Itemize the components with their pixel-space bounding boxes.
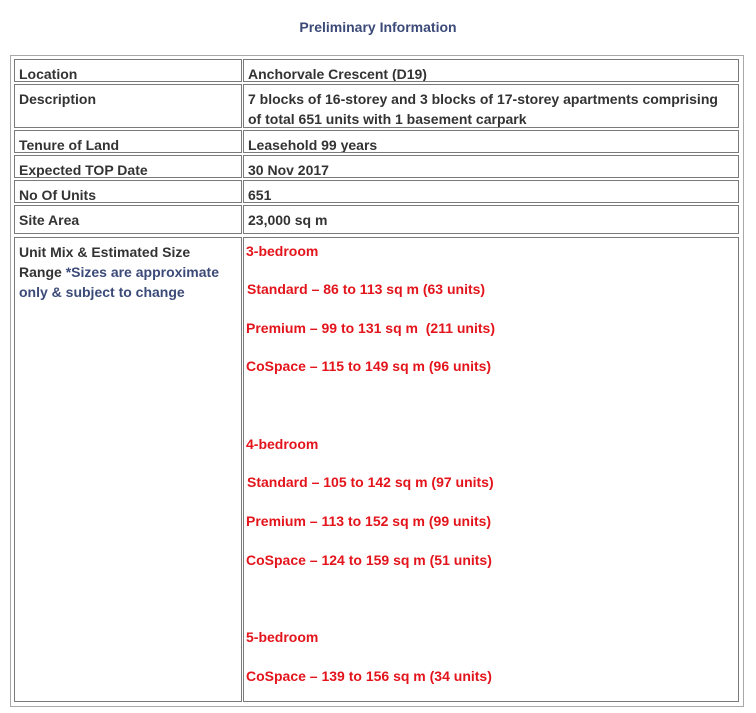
- label-units: No Of Units: [14, 180, 242, 203]
- value-site-area: 23,000 sq m: [243, 205, 739, 234]
- value-unit-mix: [243, 237, 739, 702]
- info-table: [10, 55, 744, 707]
- value-location: Anchorvale Crescent (D19): [243, 59, 739, 82]
- unit-line: CoSpace – 139 to 156 sq m (34 units): [246, 668, 492, 684]
- heading-3-bedroom: 3-bedroom: [246, 243, 319, 259]
- heading-5-bedroom: 5-bedroom: [246, 629, 319, 645]
- unit-line: Premium – 99 to 131 sq m (211 units): [246, 320, 495, 336]
- label-top-date: Expected TOP Date: [14, 155, 242, 178]
- unit-line: CoSpace – 124 to 159 sq m (51 units): [246, 552, 492, 568]
- unit-line: Standard – 86 to 113 sq m (63 units): [247, 281, 486, 297]
- label-description: Description: [14, 84, 242, 128]
- unit-mix-label: Unit Mix & Estimated Size Range: [19, 244, 191, 280]
- label-site-area: Site Area: [14, 205, 242, 234]
- unit-mix-note: *Sizes are approximate only & subject to change: [19, 264, 219, 300]
- label-location: Location: [14, 59, 242, 82]
- label-tenure: Tenure of Land: [14, 130, 242, 153]
- value-units: 651: [243, 180, 739, 203]
- heading-4-bedroom: 4-bedroom: [246, 436, 319, 452]
- value-description: 7 blocks of 16-storey and 3 blocks of 17-storey apartments comprising of total 651 units with 1 basement carpark: [243, 84, 739, 128]
- unit-line: Premium – 113 to 152 sq m (99 units): [246, 513, 492, 529]
- value-top-date: 30 Nov 2017: [243, 155, 739, 178]
- unit-line: Standard – 105 to 142 sq m (97 units): [247, 474, 494, 490]
- unit-line: CoSpace – 115 to 149 sq m (96 units): [246, 358, 492, 374]
- page-title: Preliminary Information: [299, 19, 457, 35]
- value-tenure: Leasehold 99 years: [243, 130, 739, 153]
- label-unit-mix: [14, 237, 242, 702]
